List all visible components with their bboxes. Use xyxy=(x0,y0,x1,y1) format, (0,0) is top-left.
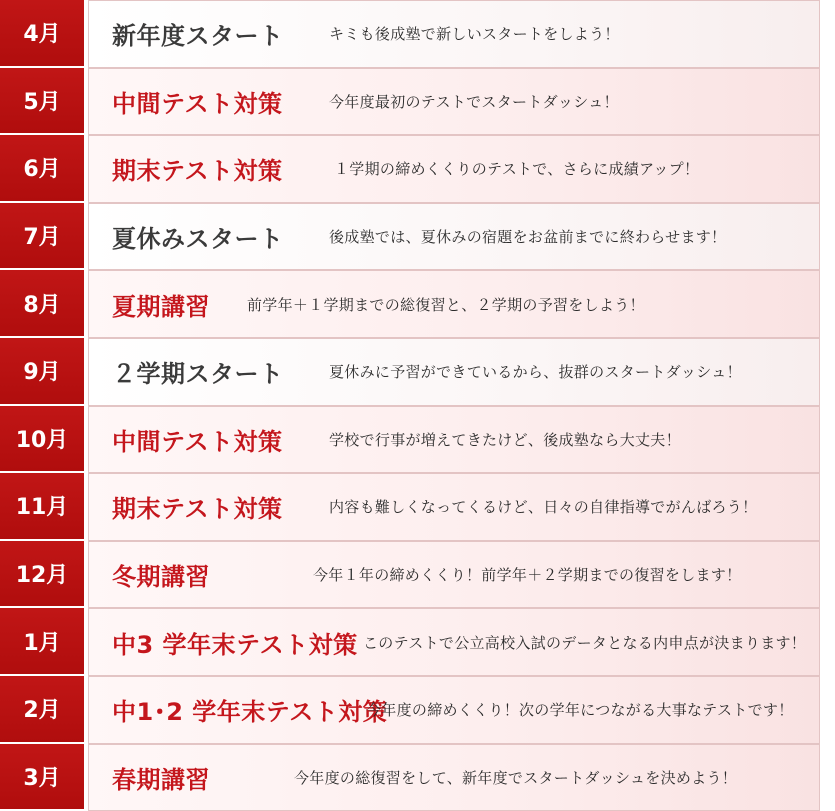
event-title: 中3 学年末テスト対策 xyxy=(112,630,358,659)
event-title: 新年度スタート xyxy=(112,22,284,51)
row-content xyxy=(88,744,820,811)
event-description: 今年度の総復習をして、新年度でスタートダッシュを決めよう！ xyxy=(294,768,738,787)
event-description: 後成塾では、夏休みの宿題をお盆前までに終わらせます！ xyxy=(329,228,727,247)
event-title: 夏休みスタート xyxy=(112,225,284,254)
month-label: 3月 xyxy=(0,744,84,811)
row-content xyxy=(88,270,820,338)
event-description: 前学年＋１学期までの総復習と、２学期の予習をしよう！ xyxy=(247,295,645,314)
schedule-row-october xyxy=(0,406,820,474)
month-label: 6月 xyxy=(0,135,84,203)
month-label: 9月 xyxy=(0,338,84,406)
event-description: このテストで公立高校入試のデータとなる内申点が決まります！ xyxy=(363,633,807,652)
month-label: 2月 xyxy=(0,676,84,744)
event-description: １学期の締めくくりのテストで、さらに成績アップ！ xyxy=(334,160,700,179)
schedule-row-february xyxy=(0,676,820,744)
month-label: 11月 xyxy=(0,473,84,541)
month-label: 8月 xyxy=(0,270,84,338)
row-content xyxy=(88,406,820,474)
event-title: 期末テスト対策 xyxy=(112,495,283,524)
row-content xyxy=(88,68,820,136)
month-label: 12月 xyxy=(0,541,84,609)
event-title: 春期講習 xyxy=(112,765,210,794)
row-content xyxy=(88,135,820,203)
event-description: 学校で行事が増えてきたけど、後成塾なら大丈夫！ xyxy=(329,430,681,449)
month-label: 7月 xyxy=(0,203,84,271)
month-label: 10月 xyxy=(0,406,84,474)
row-content xyxy=(88,0,820,68)
event-description: 夏休みに予習ができているから、抜群のスタートダッシュ！ xyxy=(329,363,742,382)
event-description: 今年度最初のテストでスタートダッシュ！ xyxy=(329,92,619,111)
event-description: 今年度の締めくくり！次の学年につながる大事なテストです！ xyxy=(366,701,794,720)
month-label: 1月 xyxy=(0,608,84,676)
event-title: 期末テスト対策 xyxy=(112,157,283,186)
month-label: 4月 xyxy=(0,0,84,68)
event-description: キミも後成塾で新しいスタートをしよう！ xyxy=(329,25,620,44)
row-content xyxy=(88,473,820,541)
event-title: ２学期スタート xyxy=(112,360,284,389)
schedule-row-november xyxy=(0,473,820,541)
row-content xyxy=(88,338,820,406)
event-title: 冬期講習 xyxy=(112,563,210,592)
schedule-row-december xyxy=(0,541,820,609)
schedule-row-august xyxy=(0,270,820,338)
schedule-row-april xyxy=(0,0,820,68)
schedule-row-june xyxy=(0,135,820,203)
event-title: 中間テスト対策 xyxy=(112,89,283,118)
row-content xyxy=(88,203,820,271)
row-content xyxy=(88,541,820,609)
event-title: 中1･2 学年末テスト対策 xyxy=(112,698,388,727)
row-content xyxy=(88,676,820,744)
event-title: 中間テスト対策 xyxy=(112,427,283,456)
event-title: 夏期講習 xyxy=(112,292,210,321)
schedule-row-july xyxy=(0,203,820,271)
schedule-row-september xyxy=(0,338,820,406)
row-content xyxy=(88,608,820,676)
schedule-row-march xyxy=(0,744,820,811)
schedule-row-may xyxy=(0,68,820,136)
schedule-row-january xyxy=(0,608,820,676)
event-description: 内容も難しくなってくるけど、日々の自律指導でがんばろう！ xyxy=(329,498,758,517)
month-label: 5月 xyxy=(0,68,84,136)
event-description: 今年１年の締めくくり！前学年＋２学期までの復習をします！ xyxy=(313,566,742,585)
